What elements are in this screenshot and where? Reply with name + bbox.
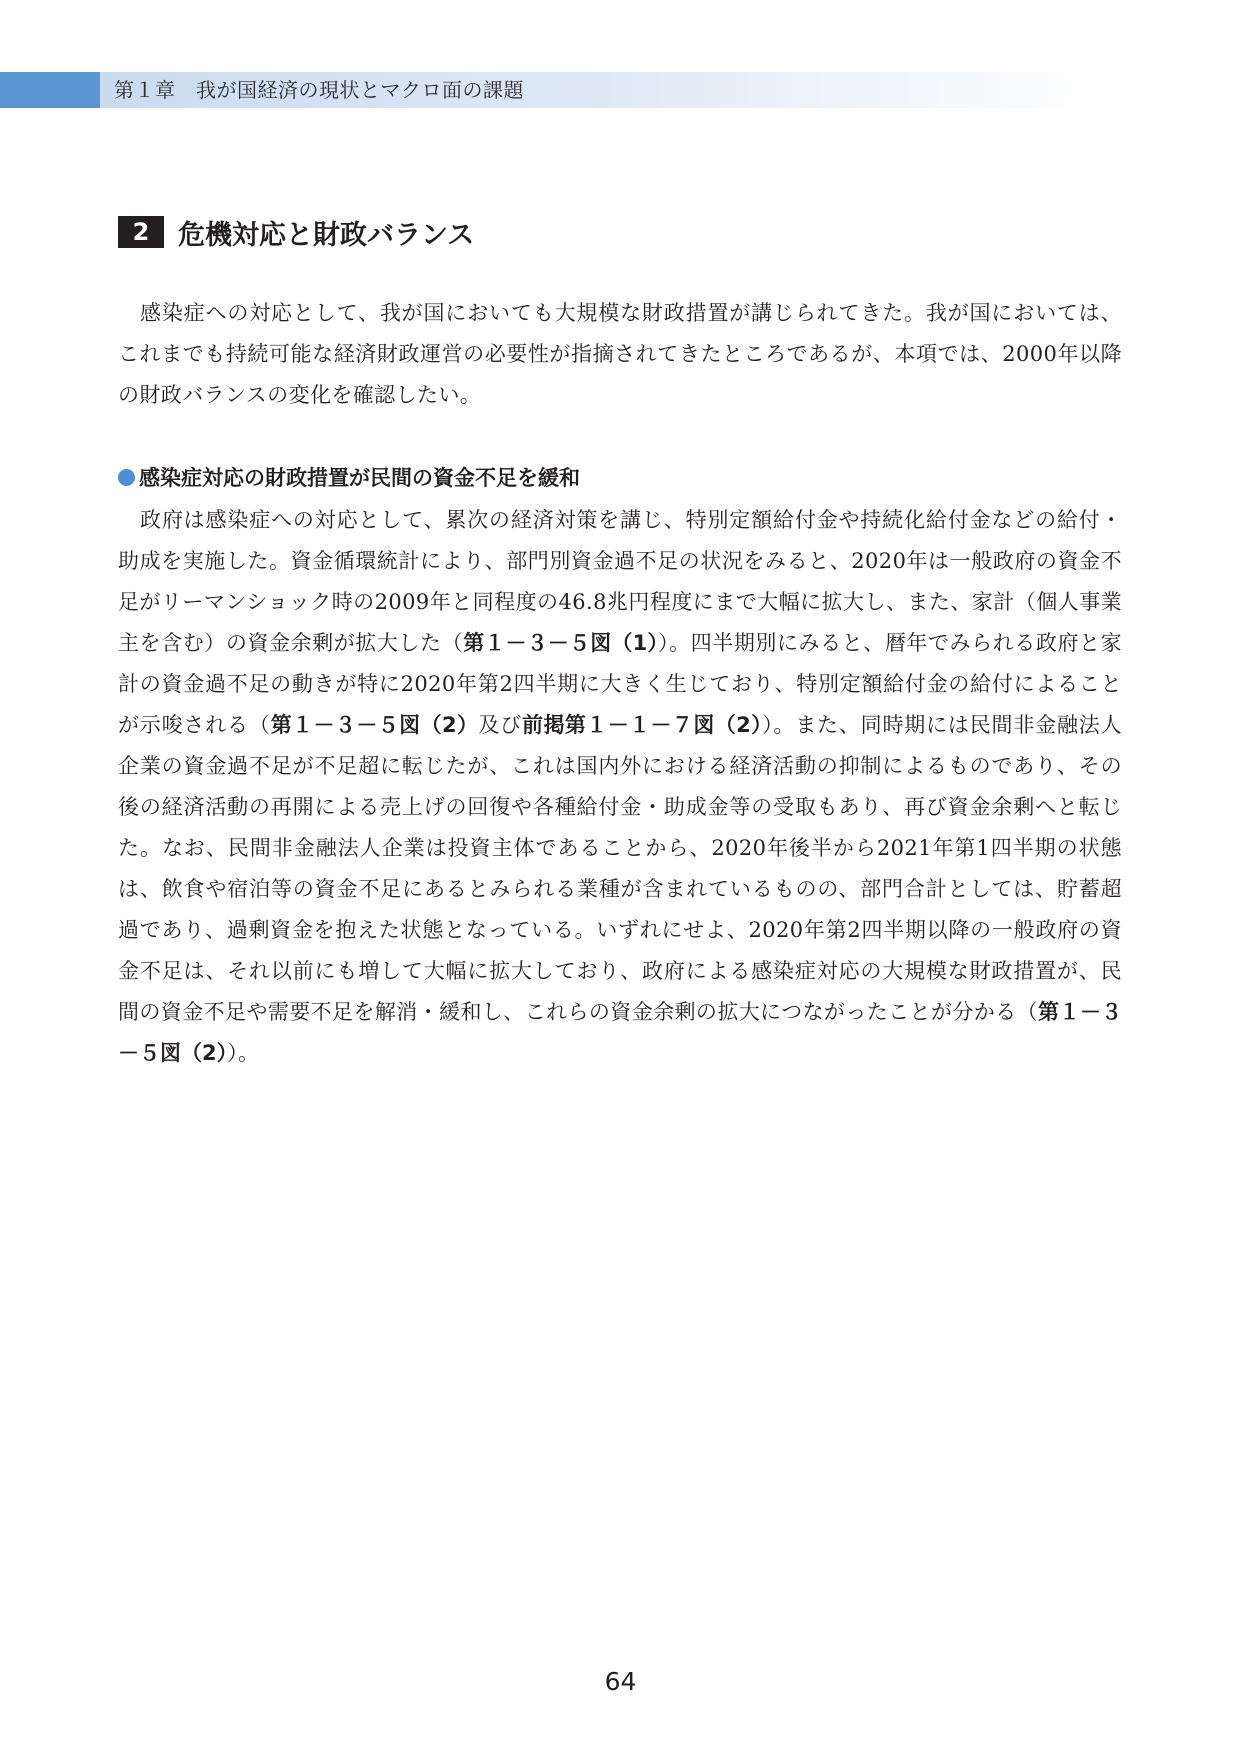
- body-text-5: ）。: [227, 1041, 260, 1065]
- body-text-3: 及び: [478, 713, 523, 737]
- chapter-accent-block: [0, 72, 100, 108]
- body-text-1: 政府は感染症への対応として、累次の経済対策を講じ、特別定額給付金や持続化給付金などの給付・助成を実施した。資金循環統計により、部門別資金過不足の状況をみると、2020年は一般政府の資金不足がリーマンショック時の2009年と同程度の46.8兆円程度にまで大幅に拡大し、また、家計（個人事業主を含む）の資金余剰が拡大した（: [118, 508, 1122, 655]
- figure-reference-1: 第１－３－５図（1）: [463, 631, 659, 655]
- section-title: 危機対応と財政バランス: [178, 219, 475, 251]
- intro-paragraph: 感染症への対応として、我が国においても大規模な財政措置が講じられてきた。我が国においては、これまでも持続可能な経済財政運営の必要性が指摘されてきたところであるが、本項では、2000年以降の財政バランスの変化を確認したい。: [118, 301, 1122, 407]
- figure-reference-4: 第１－３－５図（2）: [118, 1000, 1122, 1065]
- section-heading: [118, 214, 474, 250]
- section-number-badge: 2: [118, 216, 164, 248]
- body-paragraph: [118, 500, 1122, 1074]
- bullet-circle-icon: [118, 469, 135, 486]
- body-text-2: ）。四半期別にみると、暦年でみられる政府と家計の資金過不足の動きが特に2020年第2四半期に大きく生じており、特別定額給付金の給付によることが示唆される（: [118, 631, 1122, 737]
- chapter-title: 第１章 我が国経済の現状とマクロ面の課題: [114, 78, 524, 102]
- figure-reference-3: 前掲第１－１－７図（2）: [522, 713, 763, 737]
- subsection-heading-text: 感染症対応の財政措置が民間の資金不足を緩和: [139, 466, 580, 490]
- body-text-4: ）。また、同時期には民間非金融法人企業の資金過不足が不足超に転じたが、これは国内外における経済活動の抑制によるものであり、その後の経済活動の再開による売上げの回復や各種給付金・助成金等の受取もあり、再び資金余剰へと転じた。なお、民間非金融法人企業は投資主体であることから、2020年後半から2021年第1四半期の状態は、飲食や宿泊等の資金不足にあるとみられる業種が含まれているものの、部門合計としては、貯蓄超過であり、過剰資金を抱えた状態となっている。いずれにせよ、2020年第2四半期以降の一般政府の資金不足は、それ以前にも増して大幅に拡大しており、政府による感染症対応の大規模な財政措置が、民間の資金不足や需要不足を解消・緩和し、これらの資金余剰の拡大につながったことが分かる（: [118, 713, 1122, 1024]
- figure-reference-2: 第１－３－５図（2）: [270, 713, 479, 737]
- page-number: 64: [604, 1667, 637, 1696]
- subsection-heading: [118, 460, 580, 494]
